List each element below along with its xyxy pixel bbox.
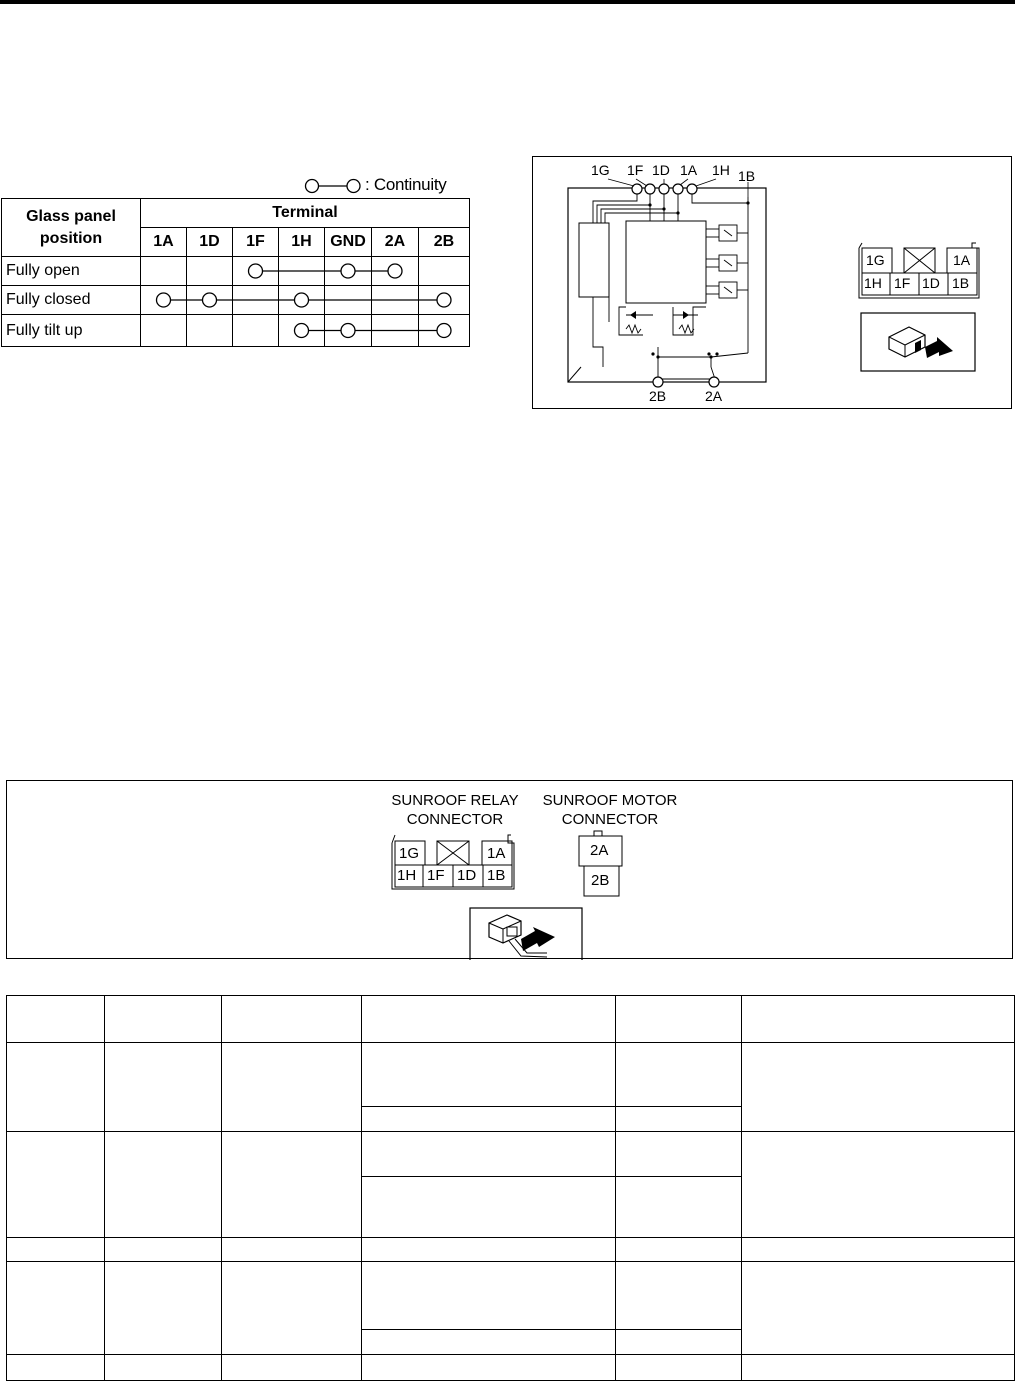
relay-conn-pin: 1H bbox=[397, 867, 417, 884]
continuity-table bbox=[1, 198, 469, 343]
table-cell bbox=[222, 1262, 362, 1355]
continuity-cell bbox=[141, 315, 187, 347]
connector-panel bbox=[6, 780, 1013, 959]
table-cell bbox=[742, 1132, 1015, 1238]
relay-title-line2: CONNECTOR bbox=[406, 811, 504, 828]
relay-face-pin: 1H bbox=[864, 275, 882, 291]
table-cell bbox=[616, 1107, 742, 1132]
continuity-cell bbox=[233, 257, 279, 286]
table-header-cell bbox=[362, 996, 616, 1043]
table-cell bbox=[7, 1132, 105, 1238]
position-label: Fully closed bbox=[2, 286, 141, 315]
relay-conn-pin: 1A bbox=[487, 845, 506, 862]
position-label: Fully tilt up bbox=[2, 315, 141, 347]
relay-face-pin: 1G bbox=[866, 252, 885, 268]
continuity-cell bbox=[325, 257, 372, 286]
terminal-column-header: 2B bbox=[419, 228, 470, 257]
table-cell bbox=[222, 1355, 362, 1381]
continuity-cell bbox=[187, 315, 233, 347]
table-cell bbox=[362, 1330, 616, 1355]
terminal-column-header: 1F bbox=[233, 228, 279, 257]
relay-conn-pin: 1F bbox=[427, 867, 445, 884]
terminal-label-bottom: 2A bbox=[705, 388, 723, 404]
relay-title-line1: SUNROOF RELAY bbox=[391, 792, 519, 809]
terminal-column-header: 1A bbox=[141, 228, 187, 257]
terminal-label-bottom: 2B bbox=[649, 388, 667, 404]
motor-conn-pin: 2B bbox=[591, 872, 610, 889]
terminal-column-header: 1H bbox=[279, 228, 325, 257]
continuity-cell bbox=[325, 286, 372, 315]
continuity-cell bbox=[279, 286, 325, 315]
connector-faces-icon bbox=[7, 781, 1014, 960]
page-top-rule bbox=[0, 0, 1015, 4]
position-label: Fully open bbox=[2, 257, 141, 286]
continuity-row bbox=[2, 315, 470, 347]
header-label-line2: position bbox=[39, 229, 103, 247]
table-cell bbox=[742, 1355, 1015, 1381]
table-header-cell bbox=[742, 996, 1015, 1043]
relay-face-pin: 1B bbox=[952, 275, 970, 291]
continuity-cell bbox=[372, 257, 419, 286]
inspection-table bbox=[6, 995, 1014, 1381]
terminal-label-top: 1G bbox=[591, 162, 610, 178]
continuity-cell bbox=[419, 286, 470, 315]
table-cell bbox=[7, 1238, 105, 1262]
table-cell bbox=[742, 1043, 1015, 1132]
table-cell bbox=[222, 1043, 362, 1132]
continuity-cell bbox=[187, 286, 233, 315]
terminal-header: Terminal bbox=[141, 199, 470, 228]
continuity-cell bbox=[279, 315, 325, 347]
table-cell bbox=[616, 1177, 742, 1238]
table-cell bbox=[7, 1355, 105, 1381]
table-cell bbox=[616, 1132, 742, 1177]
table-cell bbox=[362, 1262, 616, 1330]
table-cell bbox=[616, 1262, 742, 1330]
terminal-column-header: GND bbox=[325, 228, 372, 257]
relay-connector-face-icon bbox=[533, 157, 1013, 410]
continuity-legend-label: : Continuity bbox=[365, 175, 447, 194]
table-cell bbox=[742, 1262, 1015, 1355]
continuity-cell bbox=[141, 257, 187, 286]
table-cell bbox=[362, 1177, 616, 1238]
continuity-symbol-icon bbox=[303, 176, 365, 196]
table-cell bbox=[742, 1238, 1015, 1262]
continuity-cell bbox=[419, 257, 470, 286]
continuity-cell bbox=[325, 315, 372, 347]
table-cell bbox=[362, 1355, 616, 1381]
relay-conn-pin: 1B bbox=[487, 867, 506, 884]
table-cell bbox=[222, 1132, 362, 1238]
table-cell bbox=[105, 1355, 222, 1381]
continuity-cell bbox=[372, 315, 419, 347]
table-cell bbox=[362, 1107, 616, 1132]
table-cell bbox=[7, 1262, 105, 1355]
relay-conn-pin: 1G bbox=[399, 845, 420, 862]
table-header-cell bbox=[7, 996, 105, 1043]
table-cell bbox=[362, 1238, 616, 1262]
table-cell bbox=[616, 1238, 742, 1262]
continuity-legend bbox=[303, 176, 473, 196]
motor-title-line2: CONNECTOR bbox=[561, 811, 659, 828]
table-cell bbox=[616, 1330, 742, 1355]
relay-face-pin: 1D bbox=[922, 275, 940, 291]
table-cell bbox=[105, 1132, 222, 1238]
relay-face-pin: 1F bbox=[894, 275, 911, 291]
table-cell bbox=[362, 1132, 616, 1177]
relay-conn-pin: 1D bbox=[457, 867, 477, 884]
motor-conn-pin: 2A bbox=[590, 842, 609, 859]
continuity-cell bbox=[419, 315, 470, 347]
table-cell bbox=[222, 1238, 362, 1262]
table-cell bbox=[616, 1043, 742, 1107]
terminal-label-top: 1H bbox=[712, 162, 730, 178]
header-label-line1: Glass panel bbox=[26, 207, 116, 225]
table-cell bbox=[105, 1043, 222, 1132]
table-header-cell bbox=[616, 996, 742, 1043]
table-header-cell bbox=[105, 996, 222, 1043]
relay-face-pin: 1A bbox=[953, 252, 971, 268]
continuity-cell bbox=[233, 286, 279, 315]
table-cell bbox=[105, 1238, 222, 1262]
terminal-label-side: 1B bbox=[738, 168, 756, 184]
terminal-label-top: 1A bbox=[680, 162, 698, 178]
continuity-row bbox=[2, 286, 470, 315]
table-cell bbox=[616, 1355, 742, 1381]
terminal-column-header: 1D bbox=[187, 228, 233, 257]
terminal-label-top: 1F bbox=[627, 162, 644, 178]
motor-title-line1: SUNROOF MOTOR bbox=[542, 792, 678, 809]
terminal-column-header: 2A bbox=[372, 228, 419, 257]
table-cell bbox=[7, 1043, 105, 1132]
table-header-cell bbox=[222, 996, 362, 1043]
terminal-label-top: 1D bbox=[652, 162, 670, 178]
table-cell bbox=[362, 1043, 616, 1107]
glass-panel-position-header bbox=[2, 199, 141, 257]
continuity-cell bbox=[372, 286, 419, 315]
continuity-cell bbox=[187, 257, 233, 286]
continuity-cell bbox=[279, 257, 325, 286]
continuity-row bbox=[2, 257, 470, 286]
continuity-cell bbox=[233, 315, 279, 347]
continuity-cell bbox=[141, 286, 187, 315]
sunroof-relay-diagram bbox=[532, 156, 1012, 409]
table-cell bbox=[105, 1262, 222, 1355]
